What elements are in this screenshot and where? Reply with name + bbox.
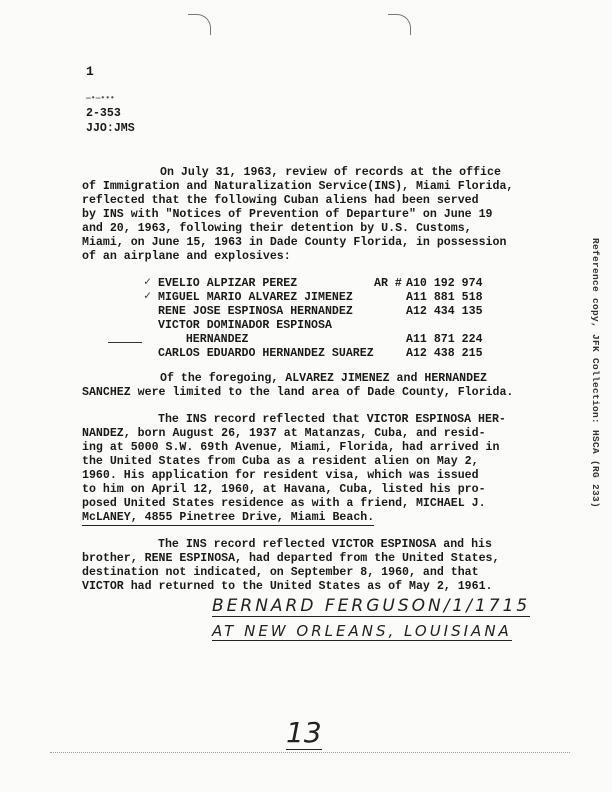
paragraph-2-line: Of the foregoing, ALVAREZ JIMENEZ and HERNANDEZ	[160, 372, 487, 385]
margin-tick	[108, 342, 142, 343]
paragraph-1-line: On July 31, 1963, review of records at the office	[160, 166, 501, 179]
paragraph-4-line: The INS record reflected VICTOR ESPINOSA and his	[158, 538, 492, 551]
paragraph-4-line: brother, RENE ESPINOSA, had departed from the United States,	[82, 552, 500, 565]
paragraph-3-line: McLANEY, 4855 Pinetree Drive, Miami Beach.	[82, 511, 374, 526]
file-number: 2-353	[86, 107, 121, 120]
alien-name: RENE JOSE ESPINOSA HERNANDEZ	[158, 305, 353, 318]
paragraph-3-line: to him on April 12, 1960, at Havana, Cuba, listed his pro-	[82, 483, 486, 496]
paragraph-1-line: Miami, on June 15, 1963 in Dade County Florida, in possession	[82, 236, 507, 249]
alien-ar-number: A11 881 518	[406, 291, 483, 304]
reference-stamp: Reference copy, JFK Collection: HSCA (RG 233)	[590, 238, 601, 509]
paragraph-4-line: VICTOR had returned to the United States as of May 2, 1961.	[82, 580, 493, 593]
alien-name: VICTOR DOMINADOR ESPINOSA	[158, 319, 332, 332]
paragraph-3-line: posed United States residence as with a friend, MICHAEL J.	[82, 497, 486, 510]
page-number: 1	[86, 64, 94, 79]
bottom-rule	[50, 752, 570, 753]
handwritten-name: BERNARD FERGUSON/1/1715	[212, 596, 531, 616]
alien-ar-number: A12 434 135	[406, 305, 483, 318]
dash-mark: —•—•••	[86, 94, 115, 103]
paragraph-3-line: ing at 5000 S.W. 69th Avenue, Miami, Florida, had arrived in	[82, 441, 500, 454]
handwritten-page-mark: 13	[286, 716, 322, 749]
handwritten-location: AT NEW ORLEANS, LOUISIANA	[212, 622, 512, 640]
paragraph-3-line: The INS record reflected that VICTOR ESPINOSA HER-	[158, 413, 506, 426]
paragraph-3-line: the United States from Cuba as a resident alien on May 2,	[82, 455, 479, 468]
paragraph-1-line: of Immigration and Naturalization Service(INS), Miami Florida,	[82, 180, 514, 193]
alien-name: CARLOS EDUARDO HERNANDEZ SUAREZ	[158, 347, 374, 360]
alien-ar-number: A10 192 974	[406, 277, 483, 290]
alien-name: EVELIO ALPIZAR PEREZ	[158, 277, 298, 290]
binder-hole-right	[388, 14, 411, 35]
alien-name: HERNANDEZ	[158, 333, 249, 346]
binder-hole-left	[188, 14, 211, 35]
alien-ar-label: AR #	[374, 277, 402, 290]
paragraph-1-line: and 20, 1963, following their detention by U.S. Customs,	[82, 222, 472, 235]
alien-ar-number: A11 871 224	[406, 333, 483, 346]
paragraph-1-line: of an airplane and explosives:	[82, 250, 291, 263]
paragraph-3-line: 1960. His application for resident visa, which was issued	[82, 469, 479, 482]
alien-name: MIGUEL MARIO ALVAREZ JIMENEZ	[158, 291, 353, 304]
paragraph-1-line: by INS with "Notices of Prevention of Departure" on June 19	[82, 208, 493, 221]
check-mark: ✓	[144, 276, 151, 289]
paragraph-3-line: NANDEZ, born August 26, 1937 at Matanzas, Cuba, and resid-	[82, 427, 486, 440]
paragraph-2-line: SANCHEZ were limited to the land area of Dade County, Florida.	[82, 386, 514, 399]
initials: JJO:JMS	[86, 122, 135, 135]
paragraph-1-line: reflected that the following Cuban aliens had been served	[82, 194, 479, 207]
paragraph-4-line: destination not indicated, on September 8, 1960, and that	[82, 566, 479, 579]
alien-ar-number: A12 438 215	[406, 347, 483, 360]
check-mark: ✓	[144, 290, 151, 303]
